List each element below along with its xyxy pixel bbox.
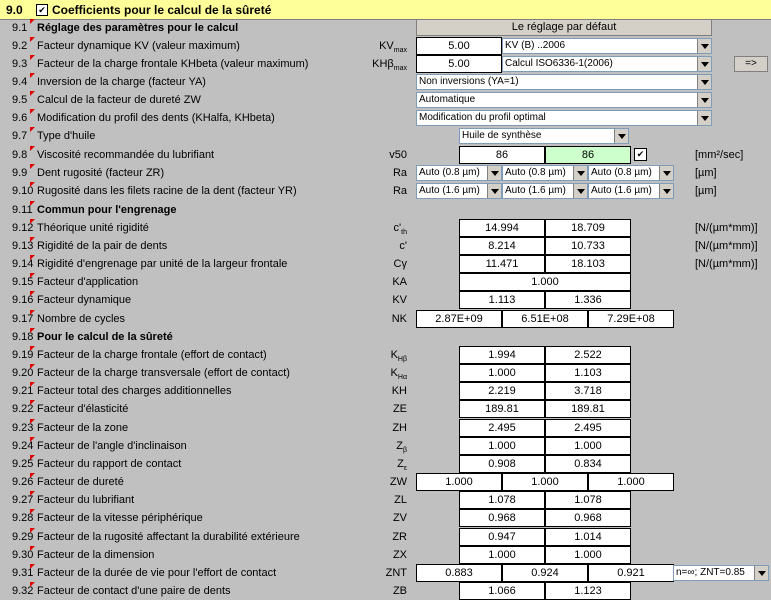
- symbol: [347, 458, 407, 472]
- symbol-main: KV: [379, 40, 394, 52]
- table-row: [0, 273, 771, 291]
- row-label: Rigidité de la pair de dents: [37, 240, 168, 252]
- row-label: Facteur de la charge frontale KHbeta (valeur maximum): [37, 58, 309, 70]
- table-row: [0, 473, 771, 491]
- symbol: [347, 40, 407, 54]
- row-number: 9.10: [12, 185, 34, 197]
- transfer-arrow-button[interactable]: =>: [734, 56, 768, 72]
- row-number: 9.27: [12, 494, 34, 506]
- symbol: [347, 385, 407, 397]
- value-cell: 1.000: [588, 473, 674, 491]
- comment-marker-icon: [30, 19, 35, 24]
- value-cell: 1.336: [545, 291, 631, 309]
- symbol-main: Ra: [392, 185, 407, 197]
- symbol: [347, 549, 407, 561]
- comment-marker-icon: [30, 255, 35, 260]
- row-label: Facteur de la charge frontale (effort de contact): [37, 349, 267, 361]
- row-number: 9.31: [12, 567, 34, 579]
- table-row: [0, 509, 771, 527]
- symbol-main: KA: [392, 276, 407, 288]
- row-label: Viscosité recommandée du lubrifiant: [37, 149, 215, 161]
- comment-marker-icon: [30, 273, 35, 278]
- table-row: [0, 528, 771, 546]
- symbol: [347, 167, 407, 179]
- unit-label: [N/(µm*mm)]: [695, 240, 758, 252]
- comment-marker-icon: [30, 55, 35, 60]
- row-number: 9.21: [12, 385, 34, 397]
- row-number: 9.23: [12, 422, 34, 434]
- value-cell: 0.924: [502, 564, 588, 582]
- value-cell: 2.522: [545, 346, 631, 364]
- value-cell: 1.000: [416, 473, 502, 491]
- table-row: [0, 182, 771, 200]
- comment-marker-icon: [30, 73, 35, 78]
- setting-dropdown[interactable]: [502, 56, 712, 72]
- row-label: Rigidité d'engrenage par unité de la largeur frontale: [37, 258, 288, 270]
- setting-dropdown[interactable]: [502, 38, 712, 54]
- symbol: [347, 185, 407, 197]
- row-number: 9.2: [12, 40, 28, 52]
- symbol-main: ZE: [392, 403, 407, 415]
- symbol-main: ZR: [392, 531, 407, 543]
- unit-label: [µm]: [695, 185, 717, 197]
- symbol: [347, 258, 407, 270]
- table-row: [0, 55, 771, 73]
- row-number: 9.3: [12, 58, 28, 70]
- symbol-main: ZH: [392, 422, 407, 434]
- value-cell: 7.29E+08: [588, 310, 674, 328]
- chevron-down-icon[interactable]: [659, 166, 673, 180]
- roughness-dropdown[interactable]: [588, 165, 674, 181]
- symbol: [347, 585, 407, 597]
- roughness-dropdown[interactable]: [416, 183, 502, 199]
- table-row: [0, 109, 771, 127]
- value-cell: 2.219: [459, 382, 545, 400]
- row-number: 9.6: [12, 112, 28, 124]
- symbol-main: K: [390, 349, 398, 361]
- chevron-down-icon[interactable]: [697, 57, 711, 71]
- comment-marker-icon: [30, 291, 35, 296]
- value-cell: 1.000: [459, 546, 545, 564]
- life-factor-dropdown-value: n=∞; ZNT=0.85: [676, 567, 745, 578]
- setting-dropdown-value: Automatique: [419, 94, 476, 105]
- value-cell: 189.81: [459, 400, 545, 418]
- value-cell: 0.968: [459, 509, 545, 527]
- chevron-down-icon[interactable]: [487, 184, 501, 198]
- symbol: [347, 222, 407, 236]
- section-heading: Pour le calcul de la sûreté: [37, 331, 173, 343]
- row-label: Dent rugosité (facteur ZR): [37, 167, 165, 179]
- row-number: 9.24: [12, 440, 34, 452]
- table-row: [0, 364, 771, 382]
- roughness-dropdown[interactable]: [502, 183, 588, 199]
- section-header: [0, 0, 771, 20]
- value-cell: 0.968: [545, 509, 631, 527]
- row-number: 9.9: [12, 167, 28, 179]
- symbol-sub: max: [393, 65, 407, 73]
- row-label: Calcul de la facteur de dureté ZW: [37, 94, 201, 106]
- value-cell: 0.947: [459, 528, 545, 546]
- row-label: Facteur de la vitesse périphérique: [37, 512, 203, 524]
- row-label: Facteur de l'angle d'inclinaison: [37, 440, 187, 452]
- row-label: Théorique unité rigidité: [37, 222, 149, 234]
- row-label: Nombre de cycles: [37, 313, 126, 325]
- table-row: [0, 546, 771, 564]
- setting-dropdown[interactable]: [459, 128, 629, 144]
- unit-label: [µm]: [695, 167, 717, 179]
- comment-marker-icon: [30, 364, 35, 369]
- table-row: [0, 564, 771, 582]
- value-cell: 1.014: [545, 528, 631, 546]
- comment-marker-icon: [30, 382, 35, 387]
- comment-marker-icon: [30, 37, 35, 42]
- table-row: [0, 346, 771, 364]
- comment-marker-icon: [30, 164, 35, 169]
- setting-dropdown-value: Huile de synthèse: [462, 130, 542, 141]
- row-label: Rugosité dans les filets racine de la dent (facteur YR): [37, 185, 297, 197]
- chevron-down-icon[interactable]: [487, 166, 501, 180]
- table-row: [0, 419, 771, 437]
- row-label: Facteur d'élasticité: [37, 403, 129, 415]
- symbol-main: Z: [397, 458, 404, 470]
- value-cell: 2.87E+09: [416, 310, 502, 328]
- row-number: 9.26: [12, 476, 34, 488]
- unit-label: [N/(µm*mm)]: [695, 258, 758, 270]
- roughness-dropdown-value: Auto (1.6 µm): [419, 185, 480, 196]
- symbol-sub: ε: [403, 465, 407, 473]
- value-cell: 0.921: [588, 564, 674, 582]
- table-row: [0, 437, 771, 455]
- symbol: [347, 149, 407, 161]
- symbol: [347, 313, 407, 325]
- comment-marker-icon: [30, 328, 35, 333]
- symbol: [347, 367, 407, 381]
- value-cell: 86: [459, 146, 545, 164]
- symbol-main: ZL: [394, 494, 407, 506]
- value-cell: 0.883: [416, 564, 502, 582]
- comment-marker-icon: [30, 146, 35, 151]
- roughness-dropdown[interactable]: [416, 165, 502, 181]
- symbol: [347, 422, 407, 434]
- comment-marker-icon: [30, 346, 35, 351]
- value-cell: 1.000: [545, 437, 631, 455]
- symbol: [347, 58, 407, 72]
- row-number: 9.7: [12, 130, 28, 142]
- comment-marker-icon: [30, 528, 35, 533]
- symbol: [347, 494, 407, 506]
- symbol-main: KHβ: [372, 58, 394, 70]
- row-label: Facteur dynamique KV (valeur maximum): [37, 40, 240, 52]
- symbol: [347, 403, 407, 415]
- row-label: Facteur de la durée de vie pour l'effort de contact: [37, 567, 277, 579]
- symbol: [347, 349, 407, 363]
- comment-marker-icon: [30, 127, 35, 132]
- comment-marker-icon: [30, 109, 35, 114]
- comment-marker-icon: [30, 437, 35, 442]
- recommend-checkbox[interactable]: ✔: [634, 148, 647, 161]
- row-label: Inversion de la charge (facteur YA): [37, 76, 206, 88]
- comment-marker-icon: [30, 419, 35, 424]
- comment-marker-icon: [30, 491, 35, 496]
- setting-dropdown-value: Modification du profil optimal: [419, 112, 546, 123]
- symbol-main: ZV: [392, 512, 407, 524]
- symbol-main: c': [399, 240, 407, 252]
- symbol-main: ZNT: [385, 567, 407, 579]
- row-number: 9.18: [12, 331, 34, 343]
- unit-label: [N/(µm*mm)]: [695, 222, 758, 234]
- value-cell: 3.718: [545, 382, 631, 400]
- row-label: Facteur de la dimension: [37, 549, 155, 561]
- row-number: 9.17: [12, 313, 34, 325]
- row-label: Facteur du lubrifiant: [37, 494, 135, 506]
- value-cell: 10.733: [545, 237, 631, 255]
- setting-dropdown-value: Calcul ISO6336-1(2006): [505, 58, 613, 69]
- value-cell: 8.214: [459, 237, 545, 255]
- symbol: [347, 531, 407, 543]
- row-number: 9.14: [12, 258, 34, 270]
- value-cell: 18.103: [545, 255, 631, 273]
- symbol-sub: Hα: [397, 374, 407, 382]
- row-label: Facteur de contact d'une paire de dents: [37, 585, 231, 597]
- symbol-main: K: [390, 367, 398, 379]
- symbol-main: c': [393, 222, 402, 234]
- chevron-down-icon[interactable]: [573, 166, 587, 180]
- symbol-sub: th: [401, 229, 407, 237]
- row-label: Type d'huile: [37, 130, 96, 142]
- comment-marker-icon: [30, 400, 35, 405]
- section-number: 9.0: [6, 3, 23, 17]
- table-row: [0, 219, 771, 237]
- comment-marker-icon: [30, 219, 35, 224]
- roughness-dropdown-value: Auto (0.8 µm): [505, 167, 566, 178]
- row-number: 9.15: [12, 276, 34, 288]
- value-cell: 1.000: [459, 364, 545, 382]
- value-cell: 1.123: [545, 582, 631, 600]
- row-number: 9.28: [12, 512, 34, 524]
- value-cell: 1.078: [459, 491, 545, 509]
- row-number: 9.4: [12, 76, 28, 88]
- value-cell: 1.994: [459, 346, 545, 364]
- symbol-main: v50: [389, 149, 407, 161]
- symbol: [347, 276, 407, 288]
- symbol-main: Ra: [392, 167, 407, 179]
- comment-marker-icon: [30, 564, 35, 569]
- value-cell: 1.000: [545, 546, 631, 564]
- life-factor-dropdown[interactable]: [673, 565, 769, 581]
- symbol: [347, 240, 407, 252]
- value-cell: 1.000: [459, 437, 545, 455]
- table-row: [0, 146, 771, 164]
- row-label: Facteur de dureté: [37, 476, 124, 488]
- section-heading: Réglage des paramètres pour le calcul: [37, 22, 239, 34]
- table-row: [0, 455, 771, 473]
- comment-marker-icon: [30, 509, 35, 514]
- table-row: [0, 310, 771, 328]
- value-cell: 1.113: [459, 291, 545, 309]
- symbol-main: KH: [391, 385, 407, 397]
- setting-dropdown[interactable]: [416, 92, 712, 108]
- table-row: [0, 382, 771, 400]
- value-cell: 0.834: [545, 455, 631, 473]
- value-cell: 14.994: [459, 219, 545, 237]
- comment-marker-icon: [30, 182, 35, 187]
- symbol-main: KV: [392, 294, 407, 306]
- value-cell: 2.495: [459, 419, 545, 437]
- row-label: Modification du profil des dents (KHalfa, KHbeta): [37, 112, 275, 124]
- table-row: [0, 201, 771, 219]
- value-cell: 11.471: [459, 255, 545, 273]
- comment-marker-icon: [30, 310, 35, 315]
- row-number: 9.11: [12, 204, 33, 216]
- comment-marker-icon: [30, 237, 35, 242]
- table-row: [0, 582, 771, 600]
- row-number: 9.1: [12, 22, 28, 34]
- roughness-dropdown[interactable]: [502, 165, 588, 181]
- section-heading: Commun pour l'engrenage: [37, 204, 177, 216]
- chevron-down-icon[interactable]: [697, 39, 711, 53]
- value-cell: 0.908: [459, 455, 545, 473]
- setting-dropdown-value: KV (B) ..2006: [505, 40, 566, 51]
- value-cell: 1.000: [502, 473, 588, 491]
- value-cell: 1.103: [545, 364, 631, 382]
- row-number: 9.30: [12, 549, 34, 561]
- value-cell: 5.00: [416, 55, 502, 73]
- chevron-down-icon[interactable]: [659, 184, 673, 198]
- symbol: [347, 567, 407, 579]
- comment-marker-icon: [30, 91, 35, 96]
- table-row: [0, 491, 771, 509]
- table-row: [0, 237, 771, 255]
- table-row: [0, 400, 771, 418]
- symbol: [347, 512, 407, 524]
- symbol-main: NK: [391, 313, 407, 325]
- row-label: Facteur de la charge transversale (effort de contact): [37, 367, 290, 379]
- value-cell: 6.51E+08: [502, 310, 588, 328]
- symbol-sub: max: [393, 47, 407, 55]
- symbol-main: Z: [396, 440, 403, 452]
- table-row: [0, 91, 771, 109]
- unit-label: [mm²/sec]: [695, 149, 744, 161]
- value-cell: 189.81: [545, 400, 631, 418]
- value-cell: 1.000: [459, 273, 631, 291]
- table-row: [0, 73, 771, 91]
- table-row: [0, 328, 771, 346]
- row-label: Facteur de la zone: [37, 422, 129, 434]
- value-cell: 1.078: [545, 491, 631, 509]
- section-checkbox[interactable]: ✔: [36, 4, 48, 16]
- row-number: 9.29: [12, 531, 34, 543]
- table-row: [0, 127, 771, 145]
- roughness-dropdown-value: Auto (0.8 µm): [419, 167, 480, 178]
- roughness-dropdown-value: Auto (0.8 µm): [591, 167, 652, 178]
- row-label: Facteur dynamique: [37, 294, 132, 306]
- value-cell: 18.709: [545, 219, 631, 237]
- comment-marker-icon: [30, 201, 35, 206]
- table-row: [0, 291, 771, 309]
- table-row: [0, 37, 771, 55]
- table-row: [0, 19, 771, 37]
- setting-dropdown[interactable]: [416, 74, 712, 90]
- row-number: 9.32: [12, 585, 34, 597]
- table-row: [0, 164, 771, 182]
- symbol-main: ZB: [392, 585, 407, 597]
- symbol: [347, 440, 407, 454]
- table-row: [0, 255, 771, 273]
- symbol-sub: β: [402, 447, 407, 455]
- section-title: Coefficients pour le calcul de la sûreté: [52, 3, 272, 17]
- row-number: 9.16: [12, 294, 34, 306]
- setting-dropdown[interactable]: [416, 110, 712, 126]
- chevron-down-icon[interactable]: [614, 129, 628, 143]
- row-number: 9.8: [12, 149, 28, 161]
- row-number: 9.20: [12, 367, 34, 379]
- symbol-main: ZX: [392, 549, 407, 561]
- row-number: 9.12: [12, 222, 34, 234]
- roughness-dropdown-value: Auto (1.6 µm): [591, 185, 652, 196]
- row-number: 9.25: [12, 458, 34, 470]
- value-cell: 86: [545, 146, 631, 164]
- chevron-down-icon[interactable]: [697, 75, 711, 89]
- row-label: Facteur total des charges additionnelles: [37, 385, 232, 397]
- comment-marker-icon: [30, 582, 35, 587]
- default-settings-button[interactable]: Le réglage par défaut: [416, 19, 712, 36]
- chevron-down-icon[interactable]: [697, 93, 711, 107]
- value-cell: 5.00: [416, 37, 502, 55]
- symbol: [347, 294, 407, 306]
- symbol-main: Cγ: [393, 258, 407, 270]
- symbol: [347, 476, 407, 488]
- setting-dropdown-value: Non inversions (YA=1): [419, 76, 519, 87]
- comment-marker-icon: [30, 455, 35, 460]
- row-number: 9.13: [12, 240, 34, 252]
- roughness-dropdown-value: Auto (1.6 µm): [505, 185, 566, 196]
- row-label: Facteur d'application: [37, 276, 139, 288]
- chevron-down-icon[interactable]: [697, 111, 711, 125]
- roughness-dropdown[interactable]: [588, 183, 674, 199]
- value-cell: 2.495: [545, 419, 631, 437]
- value-cell: 1.066: [459, 582, 545, 600]
- row-number: 9.5: [12, 94, 28, 106]
- row-number: 9.22: [12, 403, 34, 415]
- comment-marker-icon: [30, 546, 35, 551]
- row-label: Facteur de la rugosité affectant la durabilité extérieure: [37, 531, 300, 543]
- chevron-down-icon[interactable]: [754, 566, 768, 580]
- row-label: Facteur du rapport de contact: [37, 458, 182, 470]
- chevron-down-icon[interactable]: [573, 184, 587, 198]
- symbol-main: ZW: [389, 476, 407, 488]
- symbol-sub: Hβ: [397, 356, 407, 364]
- comment-marker-icon: [30, 473, 35, 478]
- row-number: 9.19: [12, 349, 34, 361]
